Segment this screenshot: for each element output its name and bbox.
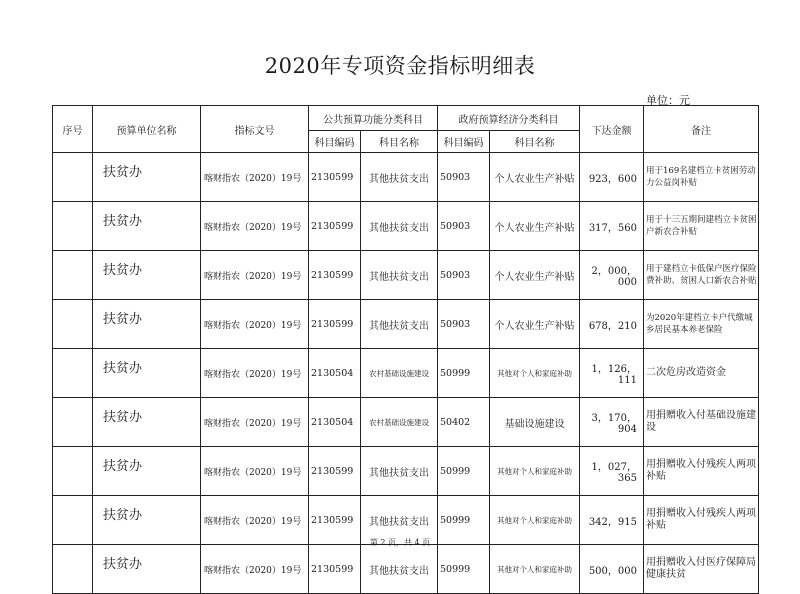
row-note: 用于建档立卡低保户医疗保险费补助、贫困人口新农合补贴 bbox=[644, 251, 759, 300]
header-gov-name: 科目名称 bbox=[490, 131, 580, 153]
table-row bbox=[53, 153, 759, 202]
row-gov-code: 50402 bbox=[438, 398, 490, 447]
row-public-code: 2130599 bbox=[309, 202, 361, 251]
row-unit: 扶贫办 bbox=[93, 300, 201, 349]
row-seq bbox=[53, 349, 93, 398]
row-doc-number: 喀财指农（2020）19号 bbox=[201, 496, 309, 545]
table-row bbox=[53, 545, 759, 594]
row-gov-code: 50903 bbox=[438, 300, 490, 349]
row-public-code: 2130599 bbox=[309, 300, 361, 349]
row-gov-code: 50903 bbox=[438, 251, 490, 300]
row-gov-name: 基础设施建设 bbox=[490, 398, 580, 447]
header-doc: 指标文号 bbox=[201, 106, 309, 153]
row-doc-number: 喀财指农（2020）19号 bbox=[201, 300, 309, 349]
header-amount: 下达金额 bbox=[580, 106, 644, 153]
row-seq bbox=[53, 300, 93, 349]
row-gov-name: 个人农业生产补贴 bbox=[490, 153, 580, 202]
table-row bbox=[53, 202, 759, 251]
row-amount: 317，560 bbox=[580, 202, 644, 251]
row-unit: 扶贫办 bbox=[93, 447, 201, 496]
row-unit: 扶贫办 bbox=[93, 496, 201, 545]
row-seq bbox=[53, 202, 93, 251]
row-gov-code: 50903 bbox=[438, 153, 490, 202]
row-doc-number: 喀财指农（2020）19号 bbox=[201, 251, 309, 300]
table-body bbox=[53, 106, 759, 594]
row-gov-name: 个人农业生产补贴 bbox=[490, 300, 580, 349]
row-public-name: 农村基础设施建设 bbox=[361, 398, 438, 447]
row-public-code: 2130599 bbox=[309, 251, 361, 300]
row-gov-code: 50999 bbox=[438, 349, 490, 398]
header-gov-code: 科目编码 bbox=[438, 131, 490, 153]
row-note: 用捐赠收入付基础设施建设 bbox=[644, 398, 759, 447]
row-unit: 扶贫办 bbox=[93, 251, 201, 300]
row-amount: 1，126，111 bbox=[580, 349, 644, 398]
row-seq bbox=[53, 545, 93, 594]
row-public-name: 其他扶贫支出 bbox=[361, 251, 438, 300]
row-seq bbox=[53, 251, 93, 300]
row-public-name: 农村基础设施建设 bbox=[361, 349, 438, 398]
row-public-code: 2130599 bbox=[309, 447, 361, 496]
row-gov-code: 50999 bbox=[438, 545, 490, 594]
row-doc-number: 喀财指农（2020）19号 bbox=[201, 349, 309, 398]
row-amount: 500，000 bbox=[580, 545, 644, 594]
table-row bbox=[53, 398, 759, 447]
row-public-code: 2130504 bbox=[309, 398, 361, 447]
row-note: 为2020年建档立卡户代缴城乡居民基本养老保险 bbox=[644, 300, 759, 349]
row-gov-name: 个人农业生产补贴 bbox=[490, 202, 580, 251]
row-doc-number: 喀财指农（2020）19号 bbox=[201, 447, 309, 496]
header-note: 备注 bbox=[644, 106, 759, 153]
row-gov-code: 50999 bbox=[438, 496, 490, 545]
row-doc-number: 喀财指农（2020）19号 bbox=[201, 398, 309, 447]
row-note: 用捐赠收入付残疾人两项补贴 bbox=[644, 496, 759, 545]
row-gov-name: 其他对个人和家庭补助 bbox=[490, 496, 580, 545]
row-gov-code: 50999 bbox=[438, 447, 490, 496]
row-public-name: 其他扶贫支出 bbox=[361, 202, 438, 251]
row-note: 用捐赠收入付医疗保障局健康扶贫 bbox=[644, 545, 759, 594]
header-pub-code: 科目编码 bbox=[309, 131, 361, 153]
header-seq: 序号 bbox=[53, 106, 93, 153]
table-row bbox=[53, 447, 759, 496]
header-public-group: 公共预算功能分类科目 bbox=[309, 106, 438, 131]
row-doc-number: 喀财指农（2020）19号 bbox=[201, 202, 309, 251]
row-gov-name: 其他对个人和家庭补助 bbox=[490, 349, 580, 398]
row-gov-name: 个人农业生产补贴 bbox=[490, 251, 580, 300]
header-pub-name: 科目名称 bbox=[361, 131, 438, 153]
row-gov-name: 其他对个人和家庭补助 bbox=[490, 545, 580, 594]
row-doc-number: 喀财指农（2020）19号 bbox=[201, 153, 309, 202]
table-row bbox=[53, 349, 759, 398]
header-unit: 预算单位名称 bbox=[93, 106, 201, 153]
row-public-name: 其他扶贫支出 bbox=[361, 300, 438, 349]
row-unit: 扶贫办 bbox=[93, 202, 201, 251]
header-gov-group: 政府预算经济分类科目 bbox=[438, 106, 580, 131]
row-unit: 扶贫办 bbox=[93, 349, 201, 398]
header-row-1 bbox=[53, 106, 759, 131]
row-gov-code: 50903 bbox=[438, 202, 490, 251]
table-row bbox=[53, 300, 759, 349]
row-note: 用于169名建档立卡贫困劳动力公益岗补贴 bbox=[644, 153, 759, 202]
row-public-name: 其他扶贫支出 bbox=[361, 496, 438, 545]
page-title: 2020年专项资金指标明细表 bbox=[264, 54, 536, 78]
row-unit: 扶贫办 bbox=[93, 398, 201, 447]
row-seq bbox=[53, 447, 93, 496]
row-public-code: 2130599 bbox=[309, 496, 361, 545]
row-doc-number: 喀财指农（2020）19号 bbox=[201, 545, 309, 594]
row-amount: 923，600 bbox=[580, 153, 644, 202]
page-footer: 第 2 页，共 4 页 bbox=[369, 538, 431, 547]
row-public-name: 其他扶贫支出 bbox=[361, 545, 438, 594]
row-public-code: 2130599 bbox=[309, 545, 361, 594]
row-seq bbox=[53, 398, 93, 447]
row-amount: 678，210 bbox=[580, 300, 644, 349]
row-seq bbox=[53, 153, 93, 202]
row-public-code: 2130599 bbox=[309, 153, 361, 202]
row-amount: 1，027，365 bbox=[580, 447, 644, 496]
row-public-code: 2130504 bbox=[309, 349, 361, 398]
row-note: 二次危房改造资金 bbox=[644, 349, 759, 398]
row-gov-name: 其他对个人和家庭补助 bbox=[490, 447, 580, 496]
funds-table bbox=[52, 105, 759, 594]
unit-label: 单位：元 bbox=[646, 94, 690, 107]
row-note: 用于十三五期间建档立卡贫困户新农合补贴 bbox=[644, 202, 759, 251]
row-amount: 3，170，904 bbox=[580, 398, 644, 447]
row-unit: 扶贫办 bbox=[93, 545, 201, 594]
row-public-name: 其他扶贫支出 bbox=[361, 447, 438, 496]
row-unit: 扶贫办 bbox=[93, 153, 201, 202]
row-note: 用捐赠收入付残疾人两项补贴 bbox=[644, 447, 759, 496]
row-amount: 2，000，000 bbox=[580, 251, 644, 300]
row-amount: 342，915 bbox=[580, 496, 644, 545]
row-public-name: 其他扶贫支出 bbox=[361, 153, 438, 202]
table-row bbox=[53, 251, 759, 300]
